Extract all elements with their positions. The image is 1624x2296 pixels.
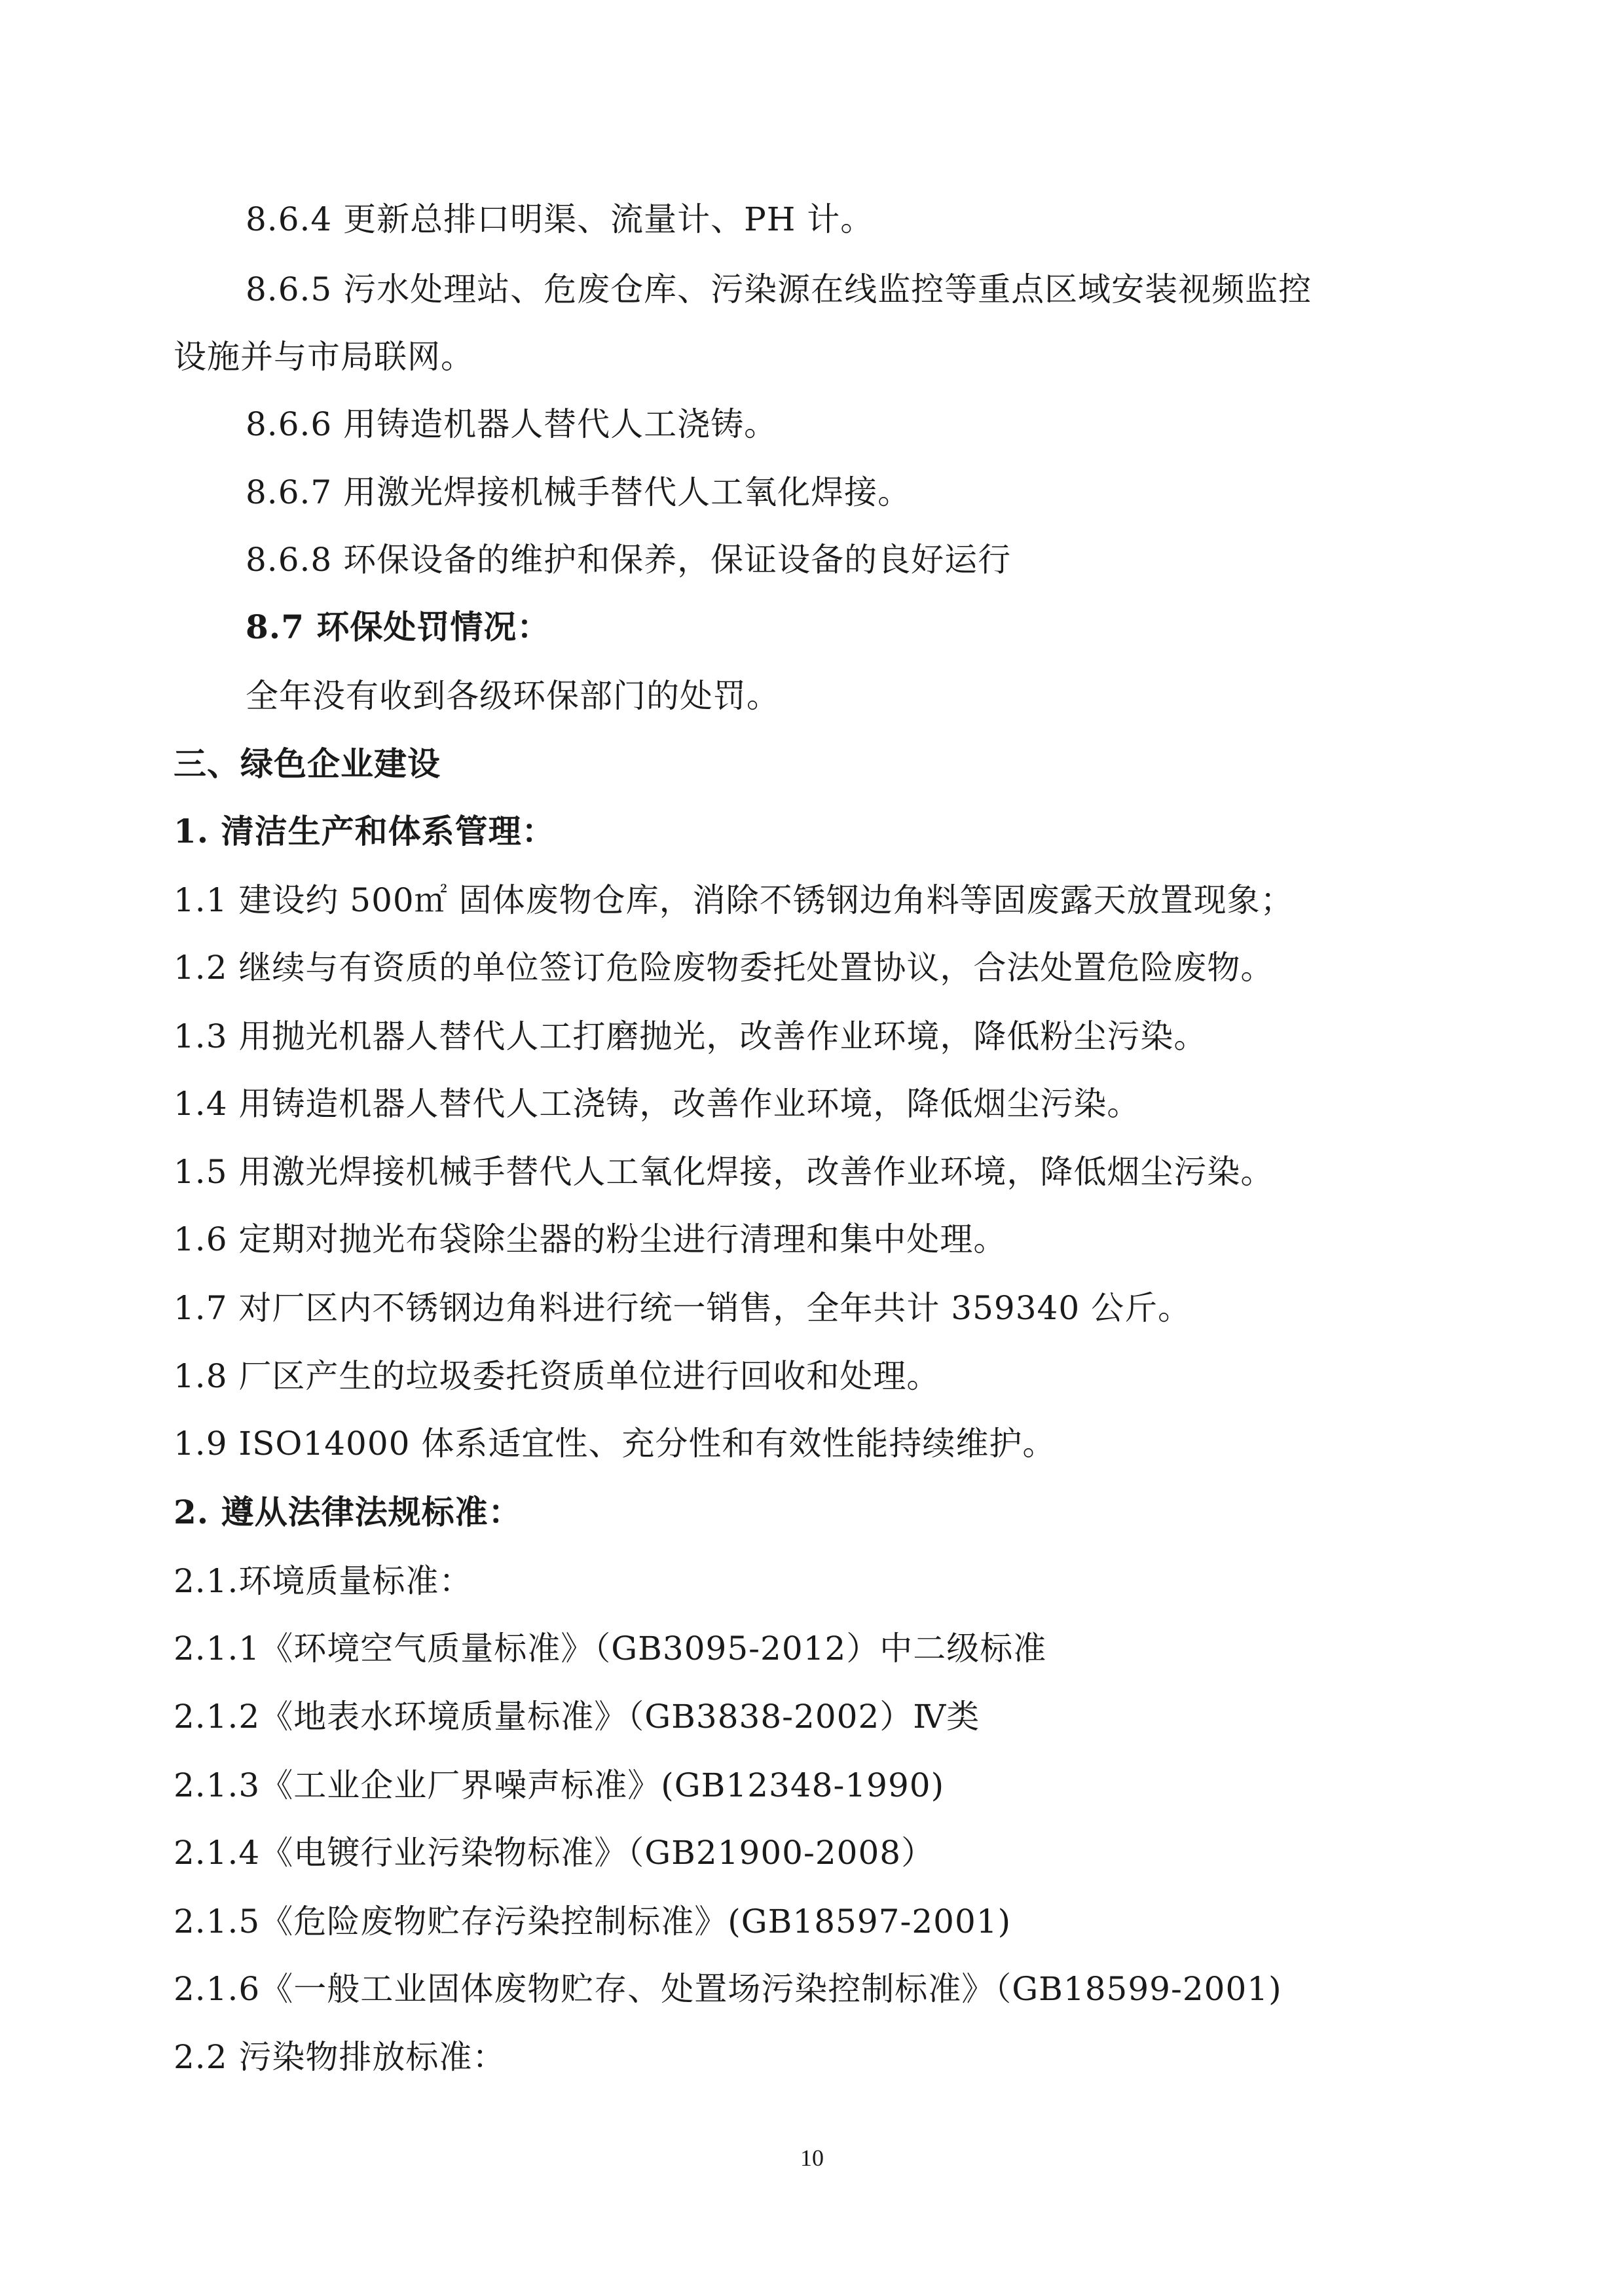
item-1-4: 1.4 用铸造机器人替代人工浇铸，改善作业环境，降低烟尘污染。 [174,1085,1141,1123]
item-2-1: 2.1.环境质量标准： [174,1562,473,1600]
item-1-1: 1.1 建设约 500㎡ 固体废物仓库，消除不锈钢边角料等固废露天放置现象； [174,881,1294,919]
item-8-6-6: 8.6.6 用铸造机器人替代人工浇铸。 [246,405,778,443]
item-8-6-5-continued: 设施并与市局联网。 [174,338,474,376]
heading-8-7: 8.7 环保处罚情况： [246,608,551,646]
heading-2: 2. 遵从法律法规标准： [174,1493,522,1531]
item-2-2: 2.2 污染物排放标准： [174,2038,506,2076]
item-2-1-5: 2.1.5《危险废物贮存污染控制标准》(GB18597-2001) [174,1903,1012,1941]
item-1-6: 1.6 定期对抛光布袋除尘器的粉尘进行清理和集中处理。 [174,1220,1007,1258]
item-8-6-5: 8.6.5 污水处理站、危废仓库、污染源在线监控等重点区域安装视频监控 [246,270,1312,308]
item-2-1-4: 2.1.4《电镀行业污染物标准》（GB21900-2008） [174,1834,935,1872]
item-1-7: 1.7 对厂区内不锈钢边角料进行统一销售，全年共计 359340 公斤。 [174,1289,1192,1327]
page-number: 10 [800,2145,824,2171]
item-1-9: 1.9 ISO14000 体系适宜性、充分性和有效性能持续维护。 [174,1425,1056,1463]
item-1-3: 1.3 用抛光机器人替代人工打磨抛光，改善作业环境，降低粉尘污染。 [174,1017,1208,1055]
paragraph-penalty: 全年没有收到各级环保部门的处罚。 [246,677,780,715]
heading-1: 1. 清洁生产和体系管理： [174,812,555,850]
item-2-1-6: 2.1.6《一般工业固体废物贮存、处置场污染控制标准》（GB18599-2001) [174,1970,1282,2008]
item-1-8: 1.8 厂区产生的垃圾委托资质单位进行回收和处理。 [174,1357,940,1395]
section-heading-3: 三、绿色企业建设 [174,744,441,783]
item-2-1-1: 2.1.1《环境空气质量标准》（GB3095-2012）中二级标准 [174,1630,1047,1667]
item-8-6-4: 8.6.4 更新总排口明渠、流量计、PH 计。 [246,200,874,238]
item-8-6-7: 8.6.7 用激光焊接机械手替代人工氧化焊接。 [246,473,912,511]
item-8-6-8: 8.6.8 环保设备的维护和保养，保证设备的良好运行 [246,541,1012,579]
item-2-1-2: 2.1.2《地表水环境质量标准》（GB3838-2002）Ⅳ类 [174,1698,980,1736]
item-2-1-3: 2.1.3《工业企业厂界噪声标准》(GB12348-1990) [174,1766,945,1804]
item-1-5: 1.5 用激光焊接机械手替代人工氧化焊接，改善作业环境，降低烟尘污染。 [174,1153,1274,1191]
item-1-2: 1.2 继续与有资质的单位签订危险废物委托处置协议，合法处置危险废物。 [174,949,1274,987]
